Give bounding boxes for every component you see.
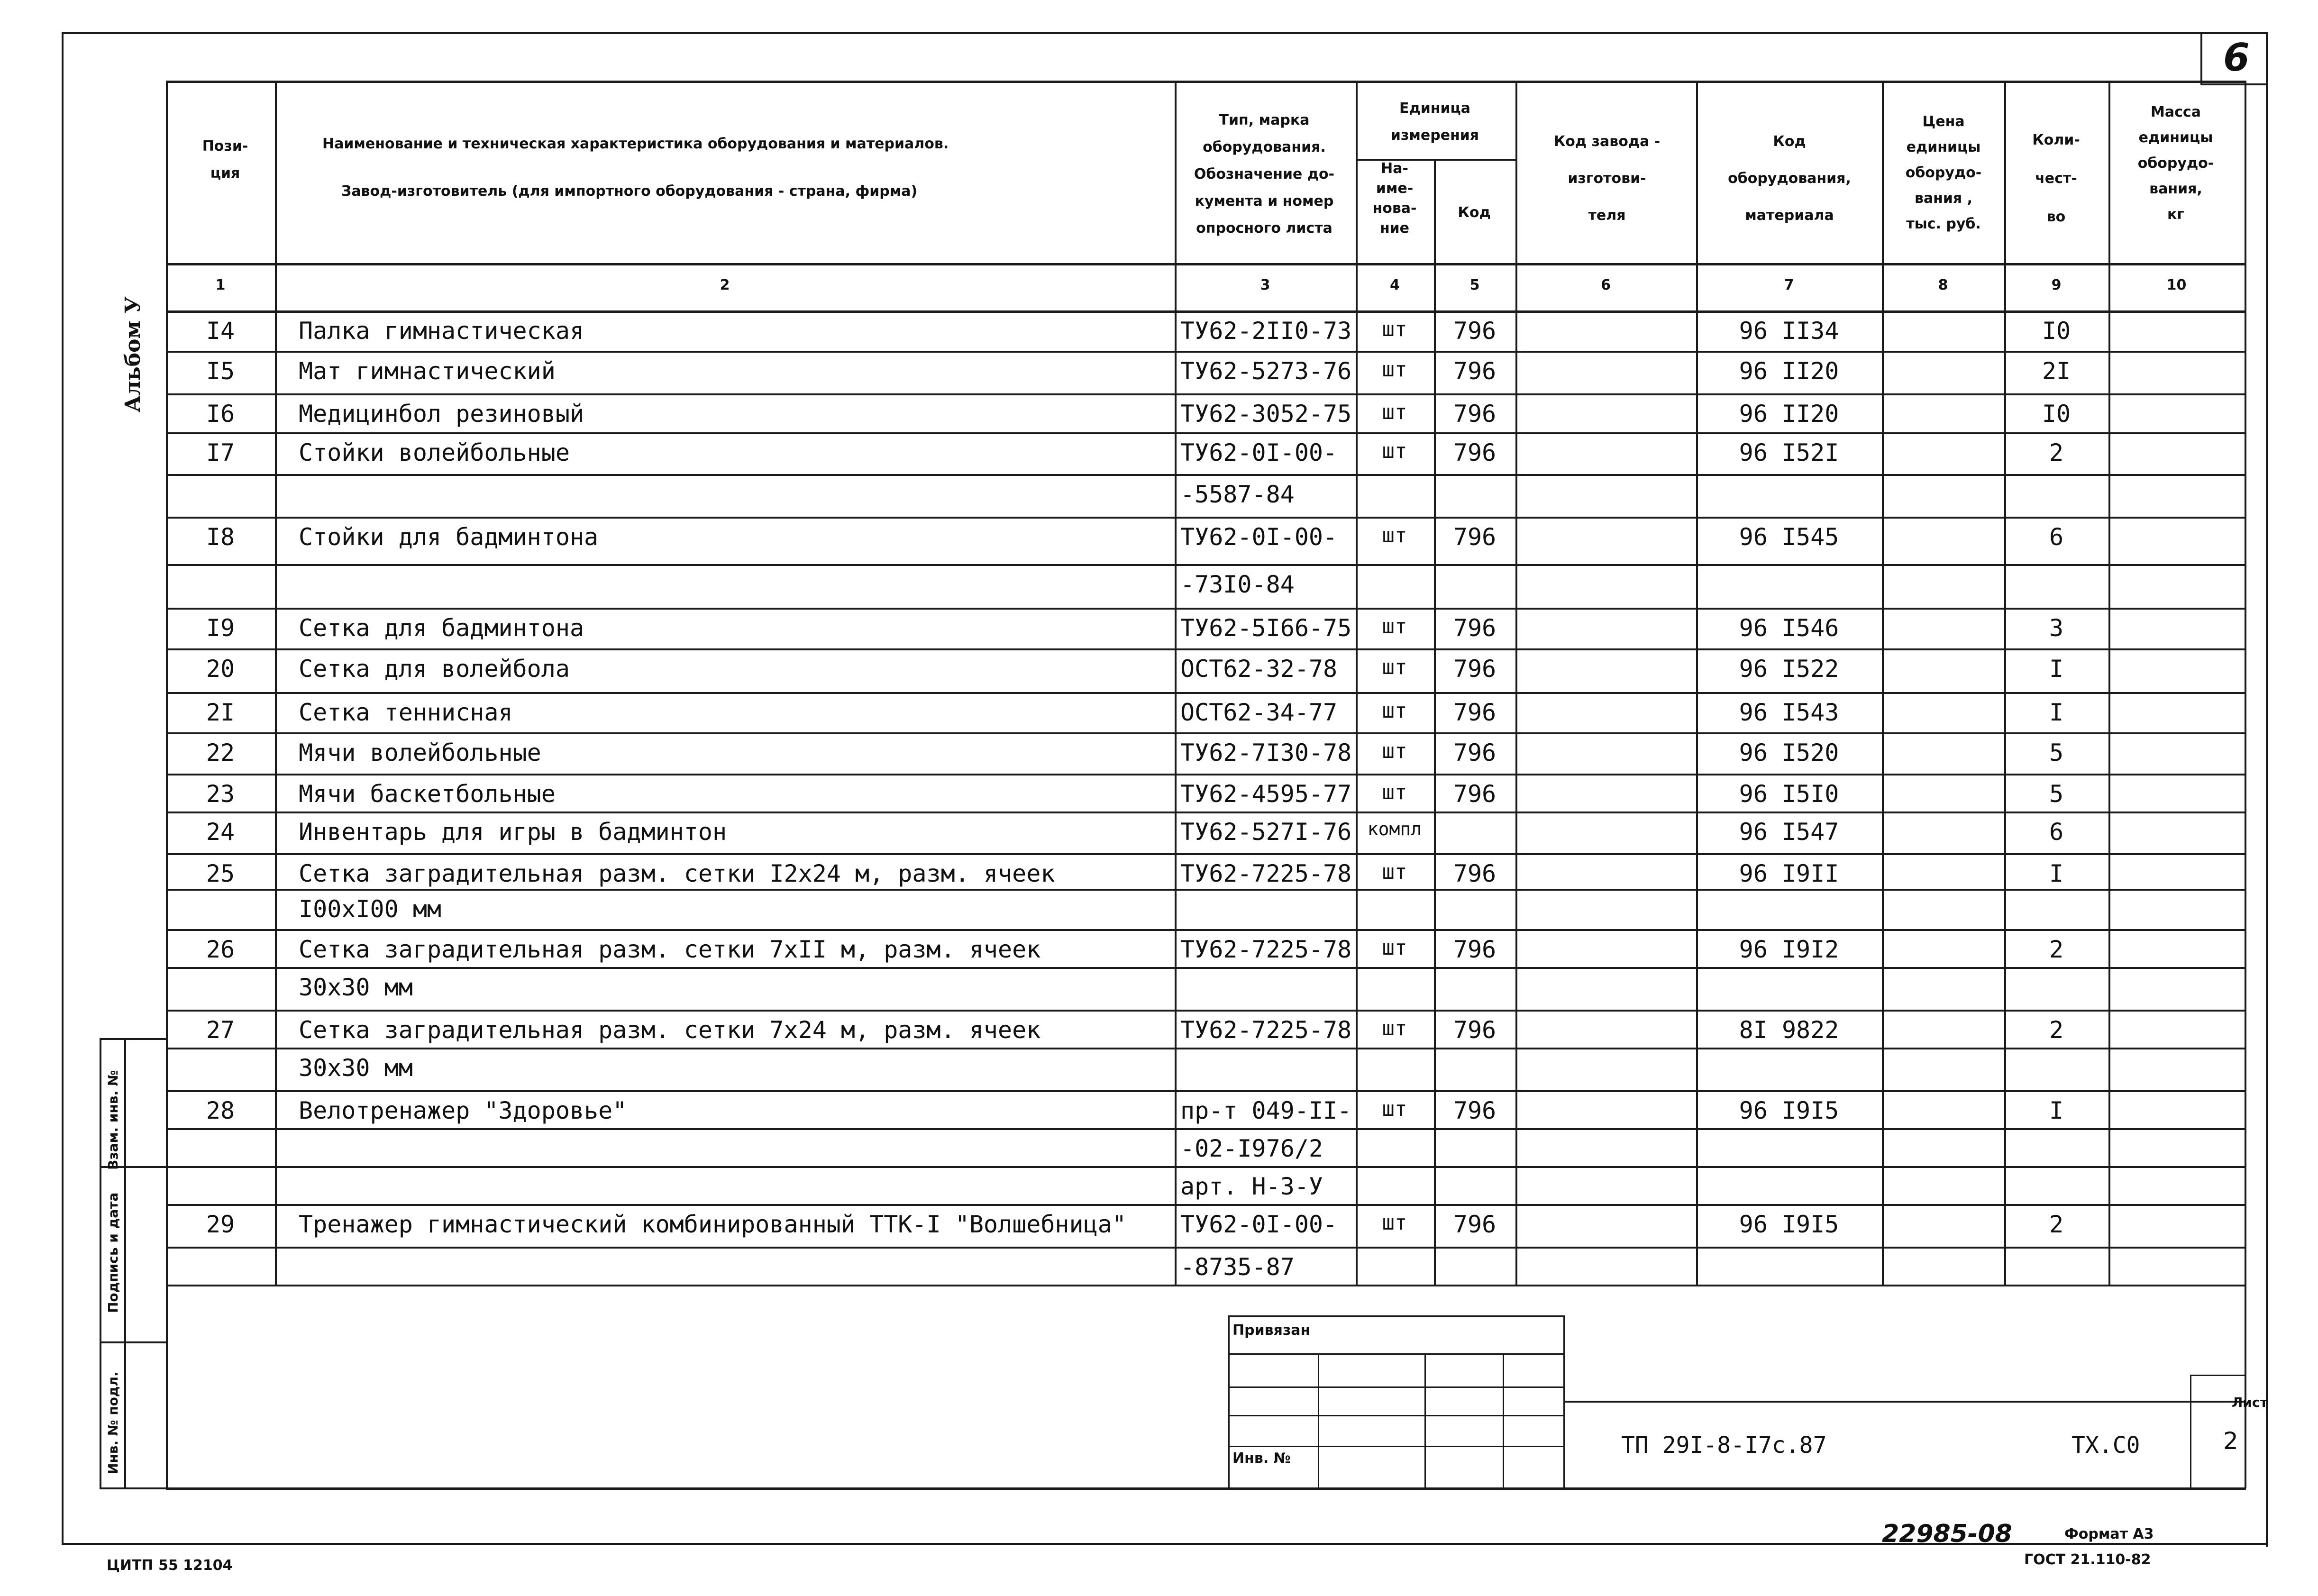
cell-name: Палка гимнастическая bbox=[299, 317, 584, 345]
cell-eq: 96 II20 bbox=[1739, 400, 1839, 428]
cell-qty: 2I bbox=[2042, 357, 2071, 385]
cell-qty: 5 bbox=[2049, 780, 2064, 808]
cell-pos: I7 bbox=[206, 439, 235, 466]
cell-code: 796 bbox=[1453, 317, 1497, 345]
cell-unit: шт bbox=[1382, 400, 1407, 424]
cell-eq: 96 I520 bbox=[1739, 739, 1839, 766]
cell-pos: 28 bbox=[206, 1097, 235, 1124]
cell-qty: I bbox=[2049, 1097, 2064, 1124]
cell-code: 796 bbox=[1453, 739, 1497, 766]
cell-unit: шт bbox=[1382, 1097, 1407, 1121]
cell-name: 30x30 мм bbox=[299, 974, 413, 1001]
cell-name: Сетка теннисная bbox=[299, 699, 513, 726]
cell-type: ТУ62-7225-78 bbox=[1180, 1016, 1352, 1044]
cell-code: 796 bbox=[1453, 860, 1497, 887]
cell-unit: шт bbox=[1382, 739, 1407, 763]
column-number-7: 7 bbox=[1784, 277, 1794, 293]
header-quantity: Коли- чест- во bbox=[2032, 132, 2080, 225]
footer-gost: ГОСТ 21.110-82 bbox=[2024, 1551, 2151, 1568]
cell-unit: шт bbox=[1382, 655, 1407, 679]
cell-name: Сетка заградительная разм. сетки I2x24 м, разм. ячеек bbox=[299, 860, 1055, 887]
cell-type: ТУ62-4595-77 bbox=[1180, 780, 1352, 808]
header-name-line2: Завод-изготовитель (для импортного оборудования - страна, фирма) bbox=[341, 183, 918, 200]
cell-eq: 96 I9I5 bbox=[1739, 1097, 1839, 1124]
column-number-6: 6 bbox=[1601, 277, 1611, 293]
cell-eq: 8I 9822 bbox=[1739, 1016, 1839, 1044]
column-number-4: 4 bbox=[1390, 277, 1400, 293]
cell-eq: 96 I522 bbox=[1739, 655, 1839, 683]
cell-type: ТУ62-0I-00- bbox=[1180, 439, 1338, 466]
cell-pos: 25 bbox=[206, 860, 235, 887]
cell-qty: I bbox=[2049, 655, 2064, 683]
cell-unit: компл bbox=[1367, 819, 1422, 839]
cell-type: -8735-87 bbox=[1180, 1253, 1295, 1281]
cell-qty: I bbox=[2049, 699, 2064, 726]
cell-name: Сетка для волейбола bbox=[299, 655, 570, 683]
cell-pos: I9 bbox=[206, 614, 235, 642]
cell-type: ТУ62-5I66-75 bbox=[1180, 614, 1352, 642]
stamp-section: ТХ.С0 bbox=[2072, 1432, 2140, 1459]
stamp-sheet-number: 2 bbox=[2223, 1427, 2238, 1455]
header-name-line1: Наименование и техническая характеристика оборудования и материалов. bbox=[322, 136, 949, 152]
cell-unit: шт bbox=[1382, 699, 1407, 723]
cell-pos: I8 bbox=[206, 523, 235, 551]
cell-qty: 6 bbox=[2049, 523, 2064, 551]
cell-qty: I bbox=[2049, 860, 2064, 887]
cell-name: Сетка заградительная разм. сетки 7x24 м, разм. ячеек bbox=[299, 1016, 1041, 1044]
cell-eq: 96 I545 bbox=[1739, 523, 1839, 551]
cell-type: -5587-84 bbox=[1180, 481, 1295, 508]
footer-left: ЦИТП 55 12104 bbox=[107, 1557, 233, 1574]
cell-unit: шт bbox=[1382, 1211, 1407, 1235]
cell-name: Стойки для бадминтона bbox=[299, 523, 599, 551]
header-unit-code: Код bbox=[1458, 204, 1491, 221]
cell-name: I00xI00 мм bbox=[299, 895, 442, 923]
cell-qty: 3 bbox=[2049, 614, 2064, 642]
cell-pos: I6 bbox=[206, 400, 235, 428]
cell-type: ТУ62-527I-76 bbox=[1180, 818, 1352, 846]
cell-pos: I4 bbox=[206, 317, 235, 345]
cell-pos: 24 bbox=[206, 818, 235, 846]
side-stamp-original: Инв. № подл. bbox=[105, 1371, 121, 1474]
cell-qty: 5 bbox=[2049, 739, 2064, 766]
footer-format: Формат А3 bbox=[2064, 1526, 2154, 1542]
cell-code: 796 bbox=[1453, 400, 1497, 428]
cell-qty: I0 bbox=[2042, 400, 2071, 428]
cell-eq: 96 I546 bbox=[1739, 614, 1839, 642]
cell-type: -73I0-84 bbox=[1180, 571, 1295, 598]
cell-type: пр-т 049-II- bbox=[1180, 1097, 1352, 1124]
cell-code: 796 bbox=[1453, 699, 1497, 726]
cell-type: ТУ62-7I30-78 bbox=[1180, 739, 1352, 766]
cell-pos: 22 bbox=[206, 739, 235, 766]
header-type: Тип, марка оборудования. Обозначение до- кумента и номер опросного листа bbox=[1194, 112, 1335, 237]
cell-code: 796 bbox=[1453, 614, 1497, 642]
cell-unit: шт bbox=[1382, 780, 1407, 804]
cell-type: ТУ62-0I-00- bbox=[1180, 1211, 1338, 1238]
column-number-5: 5 bbox=[1469, 277, 1480, 293]
cell-eq: 96 I543 bbox=[1739, 699, 1839, 726]
cell-code: 796 bbox=[1453, 655, 1497, 683]
cell-unit: шт bbox=[1382, 357, 1407, 382]
cell-type: ТУ62-5273-76 bbox=[1180, 357, 1352, 385]
cell-pos: 27 bbox=[206, 1016, 235, 1044]
cell-type: ОСТ62-32-78 bbox=[1180, 655, 1338, 683]
sheet-corner-number: 6 bbox=[2223, 36, 2250, 80]
cell-pos: 29 bbox=[206, 1211, 235, 1238]
cell-qty: 2 bbox=[2049, 439, 2064, 466]
header-equipment-code: Код оборудования, материала bbox=[1728, 133, 1851, 224]
header-mass: Масса единицы оборудо- вания, кг bbox=[2137, 104, 2214, 223]
cell-name: Мат гимнастический bbox=[299, 357, 556, 385]
cell-code: 796 bbox=[1453, 357, 1497, 385]
cell-eq: 96 II20 bbox=[1739, 357, 1839, 385]
cell-unit: шт bbox=[1382, 523, 1407, 547]
cell-code: 796 bbox=[1453, 936, 1497, 963]
cell-name: Сетка заградительная разм. сетки 7xII м, разм. ячеек bbox=[299, 936, 1041, 963]
cell-code: 796 bbox=[1453, 1211, 1497, 1238]
cell-eq: 96 I9I5 bbox=[1739, 1211, 1839, 1238]
cell-unit: шт bbox=[1382, 614, 1407, 638]
cell-unit: шт bbox=[1382, 936, 1407, 960]
album-label: Альбом У bbox=[121, 296, 145, 412]
cell-type: ОСТ62-34-77 bbox=[1180, 699, 1338, 726]
stamp-sheet-label: Лист bbox=[2232, 1395, 2268, 1410]
cell-code: 796 bbox=[1453, 523, 1497, 551]
cell-type: ТУ62-3052-75 bbox=[1180, 400, 1352, 428]
cell-unit: шт bbox=[1382, 860, 1407, 884]
side-stamp-replacement: Взам. инв. № bbox=[105, 1070, 121, 1170]
cell-unit: шт bbox=[1382, 317, 1407, 341]
cell-qty: 2 bbox=[2049, 1016, 2064, 1044]
cell-name: Мячи волейбольные bbox=[299, 739, 541, 766]
side-stamp-signature: Подпись и дата bbox=[105, 1192, 121, 1313]
column-number-9: 9 bbox=[2051, 277, 2062, 293]
cell-name: Сетка для бадминтона bbox=[299, 614, 584, 642]
cell-eq: 96 I5I0 bbox=[1739, 780, 1839, 808]
cell-eq: 96 I52I bbox=[1739, 439, 1839, 466]
cell-pos: 20 bbox=[206, 655, 235, 683]
cell-eq: 96 II34 bbox=[1739, 317, 1839, 345]
cell-pos: 23 bbox=[206, 780, 235, 808]
cell-pos: 26 bbox=[206, 936, 235, 963]
cell-name: Мячи баскетбольные bbox=[299, 780, 556, 808]
header-unit-name: На- име- нова- ние bbox=[1372, 160, 1417, 237]
column-number-1: 1 bbox=[215, 277, 226, 293]
column-number-8: 8 bbox=[1938, 277, 1948, 293]
cell-eq: 96 I9II bbox=[1739, 860, 1839, 887]
cell-unit: шт bbox=[1382, 1016, 1407, 1040]
column-number-3: 3 bbox=[1260, 277, 1270, 293]
cell-type: ТУ62-0I-00- bbox=[1180, 523, 1338, 551]
header-price: Цена единицы оборудо- вания , тыс. руб. bbox=[1905, 113, 1982, 232]
cell-name: Велотренажер "Здоровье" bbox=[299, 1097, 627, 1124]
cell-qty: 2 bbox=[2049, 1211, 2064, 1238]
cell-unit: шт bbox=[1382, 439, 1407, 463]
cell-eq: 96 I9I2 bbox=[1739, 936, 1839, 963]
stamp-inv-no: Инв. № bbox=[1232, 1450, 1291, 1467]
header-plant-code: Код завода - изготови- теля bbox=[1553, 133, 1661, 224]
cell-qty: 2 bbox=[2049, 936, 2064, 963]
cell-eq: 96 I547 bbox=[1739, 818, 1839, 846]
cell-qty: 6 bbox=[2049, 818, 2064, 846]
cell-code: 796 bbox=[1453, 439, 1497, 466]
cell-code: 796 bbox=[1453, 1016, 1497, 1044]
cell-name: 30x30 мм bbox=[299, 1054, 413, 1082]
cell-type: -02-I976/2 bbox=[1180, 1135, 1323, 1162]
cell-name: Медицинбол резиновый bbox=[299, 400, 584, 428]
cell-qty: I0 bbox=[2042, 317, 2071, 345]
column-number-2: 2 bbox=[720, 277, 730, 293]
stamp-document-code: ТП 29I-8-I7с.87 bbox=[1621, 1432, 1827, 1459]
cell-name: Тренажер гимнастический комбинированный ТТК-I "Волшебница" bbox=[299, 1211, 1126, 1238]
column-number-10: 10 bbox=[2166, 277, 2187, 293]
cell-code: 796 bbox=[1453, 1097, 1497, 1124]
cell-code: 796 bbox=[1453, 780, 1497, 808]
stamp-privyazan: Привязан bbox=[1232, 1322, 1311, 1339]
cell-name: Инвентарь для игры в бадминтон bbox=[299, 818, 727, 846]
cell-type: арт. Н-3-У bbox=[1180, 1173, 1323, 1200]
cell-type: ТУ62-7225-78 bbox=[1180, 936, 1352, 963]
cell-type: ТУ62-2II0-73 bbox=[1180, 317, 1352, 345]
header-unit: Единица измерения bbox=[1390, 100, 1479, 144]
header-position: Пози- ция bbox=[202, 138, 248, 182]
cell-name: Стойки волейбольные bbox=[299, 439, 570, 466]
cell-pos: 2I bbox=[206, 699, 235, 726]
cell-type: ТУ62-7225-78 bbox=[1180, 860, 1352, 887]
footer-number: 22985-08 bbox=[1882, 1520, 2012, 1548]
cell-pos: I5 bbox=[206, 357, 235, 385]
